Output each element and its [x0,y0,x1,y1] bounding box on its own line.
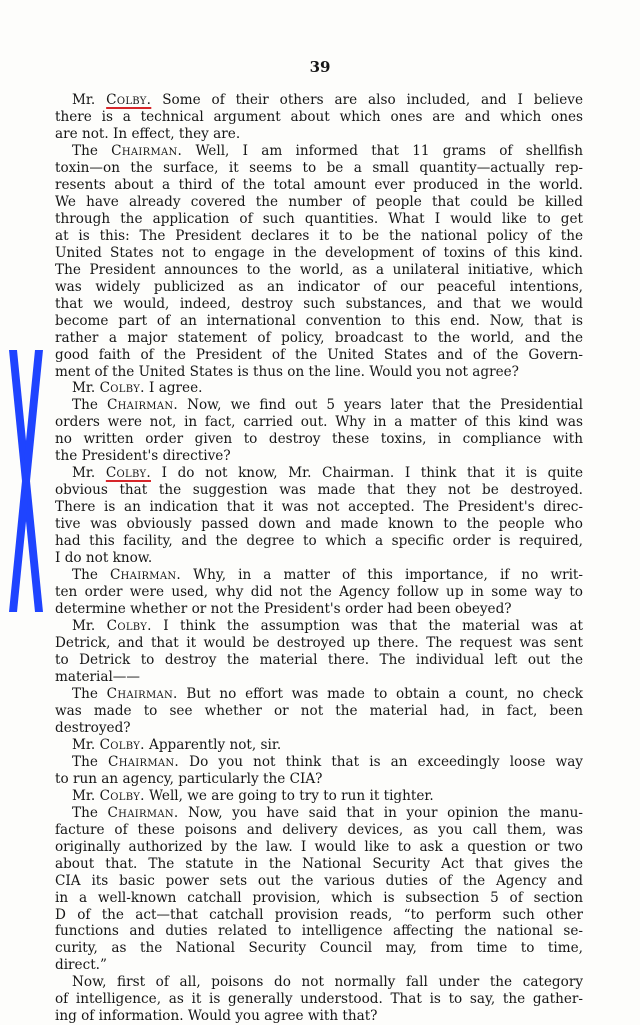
text-line [55,160,583,177]
text-line [55,923,583,940]
speaker-name: Colby. [99,380,145,397]
speaker-name: Colby. [99,736,145,753]
text-line [55,1008,583,1025]
speaker-name: Colby. [99,787,145,804]
text-line [55,347,583,364]
text-run: in a well-known catchall provision, which is subsection 5 of section [55,889,583,906]
text-line [55,652,583,669]
text-line [55,669,583,686]
text-line [55,279,583,296]
text-line [55,737,583,754]
text-run: toxin—on the surface, it seems to be a small quantity—actually rep- [55,159,583,176]
text-line [55,567,583,584]
text-run: about that. The statute in the National Security Act that gives the [55,855,583,872]
text-run: curity, as the National Security Council may, from time to time, [55,940,583,957]
text-run: tive was obviously passed down and made known to the people who [55,516,583,533]
text-run: functions and duties related to intelligence affecting the national se- [55,923,583,940]
text-line [55,397,583,414]
text-run: Mr. [72,92,107,108]
text-run: originally authorized by the law. I would like to ask a question or two [55,838,583,855]
speaker-name: Colby. [106,618,152,635]
text-run: Detrick, and that it would be destroyed up there. The request was sent [55,635,583,651]
text-line [55,380,583,397]
text-run: Why, in a matter of this importance, if no writ- [181,567,583,584]
text-line [55,228,583,245]
speaker-name: Chairman. [109,567,182,584]
text-line [55,313,583,330]
text-run: The [72,397,107,414]
text-run: are not. In effect, they are. [55,125,241,142]
text-run: Mr. [72,736,100,753]
text-run: The President announces to the world, as a unilateral initiative, which [55,261,583,278]
text-run: through the application of such quantities. What I would like to get [55,210,583,227]
text-line [55,822,583,839]
text-line [55,974,583,991]
text-run: The [72,753,108,770]
text-line [55,754,583,771]
text-line [55,703,583,720]
text-line [55,143,583,160]
text-line [55,550,583,567]
text-run: Now, we find out 5 years later that the Presidential [178,397,583,414]
text-run: was made to see whether or not the material had, in fact, been [55,702,583,719]
text-line [55,414,583,431]
text-line [55,482,583,499]
text-line [55,364,583,381]
text-line [55,957,583,974]
text-run: Mr. [72,618,107,635]
speaker-name: Chairman. [111,142,183,159]
text-line [55,448,583,465]
text-run: The [72,567,110,584]
text-run: orders were not, in fact, carried out. Why in a matter of this kind was [55,414,583,431]
text-line [55,618,583,635]
speaker-name: Chairman. [107,804,179,821]
text-run: ten order were used, why did not the Agency follow up in some way to [55,584,583,601]
text-run: United States not to engage in the development of toxins of this kind. [55,244,583,261]
text-run: Now, you have said that in your opinion the manu- [178,804,583,821]
text-line [55,194,583,211]
text-run: But no effort was made to obtain a count, no check [177,685,583,702]
text-line [55,805,583,822]
text-run: D of the act—that catchall provision reads, “to perform such other [55,906,583,923]
text-line [55,211,583,228]
text-run: destroyed? [55,719,131,736]
text-run: of intelligence, as it is generally understood. That is to say, the gather- [55,991,583,1008]
text-run: ing of information. Would you agree with that? [55,1008,378,1025]
text-line [55,635,583,652]
text-run: The [72,685,107,702]
text-line [55,499,583,516]
speaker-name: Chairman. [106,685,178,702]
text-run: that we would, indeed, destroy such substances, and that we would [55,295,583,312]
text-run: Apparently not, sir. [144,736,282,753]
text-line [55,109,583,126]
text-line [55,940,583,957]
text-run: CIA its basic power sets out the various duties of the Agency and [55,872,583,889]
text-line [55,873,583,890]
text-run: rather a major statement of policy, broadcast to the world, and the [55,329,583,346]
text-run: Now, first of all, poisons do not normally fall under the category [72,974,583,991]
text-run: become part of an international convention to this end. Now, that is [55,312,583,329]
text-line [55,126,583,143]
text-line [55,720,583,737]
text-run: there is a technical argument about which ones are and which ones [55,108,583,125]
text-run: determine whether or not the President's order had been obeyed? [55,601,512,618]
page-number: 39 [309,58,331,76]
text-line [55,533,583,550]
text-run: ment of the United States is thus on the line. Would you not agree? [55,363,519,380]
text-run: The [72,804,108,821]
text-line [55,856,583,873]
document-body [55,92,583,1025]
speaker-name-underlined: Colby. [105,465,151,482]
text-run: Mr. [72,465,106,482]
text-line [55,465,583,482]
text-line [55,330,583,347]
text-line [55,584,583,601]
text-run: I do not know, Mr. Chairman. I think that it is quite [151,465,583,482]
text-run: facture of these poisons and delivery devices, as you call them, was [55,821,583,838]
text-run: We have already covered the number of people that could be killed [55,193,583,210]
text-line [55,890,583,907]
text-run: had this facility, and the degree to which a specific order is required, [55,533,583,550]
text-run: no written order given to destroy these toxins, in compliance with [55,431,583,448]
text-run: direct.” [55,957,107,974]
text-run: at is this: The President declares it to be the national policy of the [55,227,583,244]
text-run: good faith of the President of the United States and of the Govern- [55,346,583,363]
text-line [55,516,583,533]
text-run: The [72,142,112,159]
text-run: I agree. [144,380,203,397]
text-run: to run an agency, particularly the CIA? [55,770,323,787]
text-line [55,601,583,618]
speaker-name-underlined: Colby. [106,92,152,108]
text-line [55,788,583,805]
text-run: the President's directive? [55,448,231,465]
text-line [55,686,583,703]
text-line [55,907,583,924]
text-run: Well, we are going to try to run it tighter. [144,787,434,804]
text-line [55,771,583,788]
text-run: to Detrick to destroy the material there. The individual left out the [55,651,583,668]
margin-x-mark [6,350,46,612]
text-run: resents about a third of the total amount ever produced in the world. [55,176,583,193]
text-run: I do not know. [55,550,153,567]
text-run: Well, I am informed that 11 grams of shellfish [182,142,583,159]
text-line [55,92,583,109]
text-run: obvious that the suggestion was made that they not be destroyed. [55,482,583,499]
text-line [55,296,583,313]
text-line [55,991,583,1008]
text-run: Mr. [72,787,100,804]
speaker-name: Chairman. [106,397,179,414]
text-line [55,245,583,262]
text-run: Do you not think that is an exceedingly loose way [179,753,583,770]
text-line [55,262,583,279]
text-line [55,177,583,194]
text-run: There is an indication that it was not accepted. The President's direc- [55,499,583,516]
text-run: I think the assumption was that the material was at [151,618,583,635]
speaker-name: Chairman. [108,753,180,770]
text-run: Mr. [72,380,100,397]
text-run: Some of their others are also included, and I believe [151,92,583,108]
text-run: was widely publicized as an indicator of our peaceful intentions, [55,278,583,295]
text-run: material—— [55,668,140,685]
text-line [55,839,583,856]
text-line [55,431,583,448]
